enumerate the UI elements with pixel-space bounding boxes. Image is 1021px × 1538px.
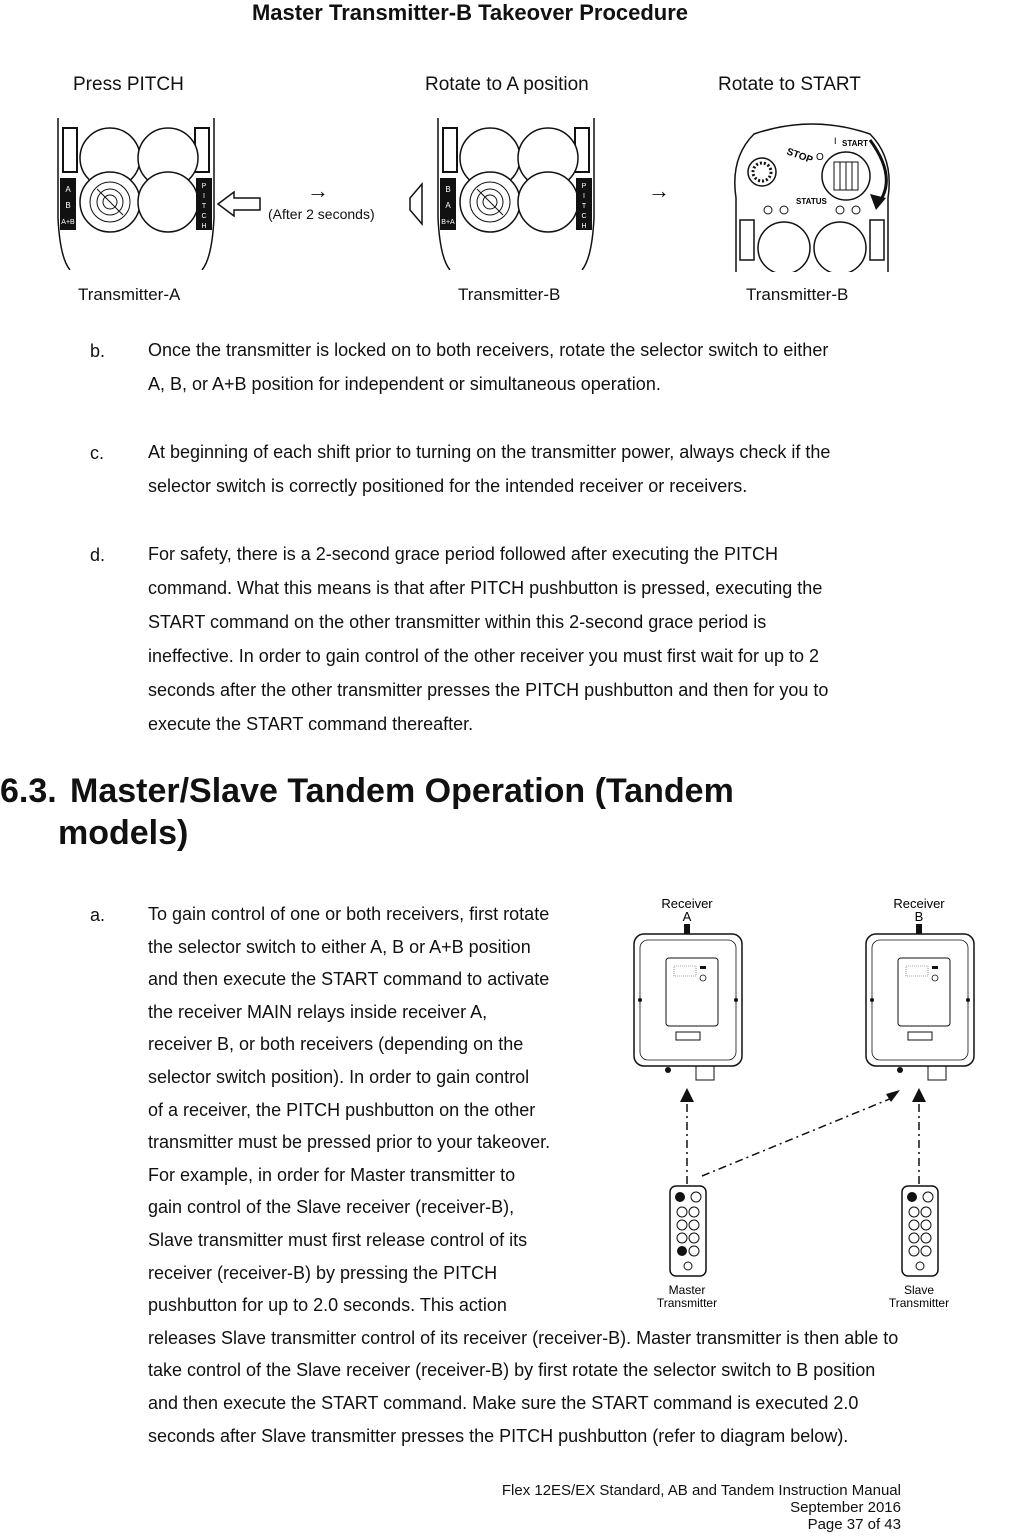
footer — [502, 1482, 901, 1533]
pitch-letter: C — [201, 213, 207, 220]
text-line: releases Slave transmitter control of its receiver (receiver-B). Master transmitter is then able to — [148, 1327, 899, 1348]
text-line: pushbutton for up to 2.0 seconds. This action — [148, 1295, 507, 1316]
master-transmitter-label: Transmitter — [656, 1296, 718, 1310]
footer-date: September 2016 — [790, 1499, 901, 1516]
receiver-b-label: Receiver — [893, 896, 945, 911]
text-line: Once the transmitter is locked on to both receivers, rotate the selector switch to either — [148, 340, 829, 360]
step-press-pitch: Press PITCH — [73, 74, 184, 95]
pitch-letter: P — [581, 183, 587, 190]
arrow-right-icon: → — [307, 178, 329, 203]
sel-label-ba: B+A — [441, 219, 455, 226]
item-d-text — [148, 537, 948, 741]
master-transmitter-icon — [670, 1186, 706, 1276]
text-line: selector switch position). In order to gain control — [148, 1066, 530, 1087]
transmitter-a-illustration — [50, 118, 222, 270]
master-label: Master — [668, 1283, 706, 1297]
item-a-letter: a. — [90, 905, 106, 925]
pitch-letter: C — [581, 213, 587, 220]
procedure-title: Master Transmitter-B Takeover Procedure — [251, 0, 689, 25]
start-label: START — [842, 139, 869, 148]
stop-label: STOP — [784, 146, 815, 167]
text-line: and then execute the START command to activate — [148, 969, 550, 990]
arrow-right-icon: → — [648, 178, 670, 203]
pitch-letter: H — [201, 223, 207, 230]
transmitter-b-top-illustration — [724, 118, 900, 272]
item-c-letter: c. — [90, 443, 105, 463]
receiver-b-box — [866, 924, 974, 1080]
text-line: seconds after the other transmitter presses the PITCH pushbutton and then for you to — [148, 680, 829, 700]
text-line: receiver B, or both receivers (depending on the — [148, 1034, 524, 1055]
section-title-line1: Master/Slave Tandem Operation (Tandem — [70, 772, 734, 810]
text-line: and then execute the START command. Make sure the START command is executed 2.0 — [148, 1392, 859, 1413]
receiver-b-letter: B — [914, 909, 924, 924]
pitch-letter: T — [201, 203, 207, 210]
footer-page-number: Page 37 of 43 — [807, 1516, 901, 1533]
section-number: 6.3. — [0, 772, 57, 810]
slave-label: Slave — [903, 1283, 935, 1297]
text-line: seconds after Slave transmitter presses the PITCH pushbutton (refer to diagram below). — [148, 1425, 849, 1446]
text-line: execute the START command thereafter. — [148, 714, 474, 734]
text-line: gain control of the Slave receiver (receiver-B), — [148, 1197, 515, 1218]
text-line: selector switch is correctly positioned for the intended receiver or receivers. — [148, 476, 748, 496]
pitch-letter: H — [581, 223, 587, 230]
hollow-arrow-left-icon — [216, 190, 262, 218]
step-rotate-a: Rotate to A position — [425, 74, 589, 95]
sel-label-b: B — [65, 201, 71, 210]
sel-label-a: A — [65, 185, 71, 194]
text-line: the selector switch to either A, B or A+B position — [148, 936, 531, 957]
off-label: O — [816, 152, 824, 163]
text-line: ineffective. In order to gain control of the other receiver you must first wait for up to 2 — [148, 646, 820, 666]
item-d-letter: d. — [90, 545, 106, 565]
sel-label-a: A — [445, 201, 451, 210]
item-b-letter: b. — [90, 341, 106, 361]
pitch-letter: I — [203, 193, 205, 200]
caption-transmitter-b-top: Transmitter-B — [746, 285, 849, 304]
slave-transmitter-icon — [902, 1186, 938, 1276]
item-c-text — [148, 435, 948, 503]
item-b-text — [148, 333, 948, 401]
tandem-diagram — [628, 892, 988, 1314]
text-line: START command on the other transmitter within this 2-second grace period is — [148, 612, 767, 632]
step-rotate-start: Rotate to START — [718, 74, 861, 95]
text-line: command. What this means is that after PITCH pushbutton is pressed, executing the — [148, 578, 823, 598]
receiver-a-box — [634, 924, 742, 1080]
status-label: STATUS — [796, 197, 827, 206]
receiver-a-label: Receiver — [661, 896, 713, 911]
text-line: transmitter must be pressed prior to your takeover. — [148, 1132, 551, 1153]
text-line: For safety, there is a 2-second grace period followed after executing the PITCH — [148, 544, 778, 564]
section-title-line2: models) — [58, 814, 189, 852]
text-line: take control of the Slave receiver (receiver-B) by first rotate the selector switch to B position — [148, 1360, 876, 1381]
sel-label-ab: A+B — [61, 219, 75, 226]
text-line: the receiver MAIN relays inside receiver A, — [148, 1001, 488, 1022]
transmitter-b-illustration — [430, 118, 602, 270]
rotate-indicator-icon — [408, 182, 424, 226]
text-line: For example, in order for Master transmitter to — [148, 1164, 516, 1185]
text-line: At beginning of each shift prior to turning on the transmitter power, always check if the — [148, 442, 831, 462]
after-2-seconds-label: (After 2 seconds) — [268, 206, 375, 222]
text-line: A, B, or A+B position for independent or simultaneous operation. — [148, 374, 661, 394]
on-label: I — [834, 136, 837, 146]
caption-transmitter-a: Transmitter-A — [78, 285, 181, 304]
pitch-letter: T — [581, 203, 587, 210]
slave-transmitter-label: Transmitter — [888, 1296, 950, 1310]
receiver-a-letter: A — [682, 909, 692, 924]
sel-label-b: B — [445, 185, 451, 194]
pitch-letter: I — [583, 193, 585, 200]
text-line: To gain control of one or both receivers, first rotate — [148, 904, 550, 924]
caption-transmitter-b: Transmitter-B — [458, 285, 561, 304]
text-line: of a receiver, the PITCH pushbutton on the other — [148, 1099, 536, 1120]
section-heading — [0, 770, 900, 854]
text-line: receiver (receiver-B) by pressing the PITCH — [148, 1262, 498, 1283]
pitch-letter: P — [201, 183, 207, 190]
footer-manual-title: Flex 12ES/EX Standard, AB and Tandem Instruction Manual — [501, 1482, 901, 1499]
text-line: Slave transmitter must first release control of its — [148, 1229, 528, 1250]
